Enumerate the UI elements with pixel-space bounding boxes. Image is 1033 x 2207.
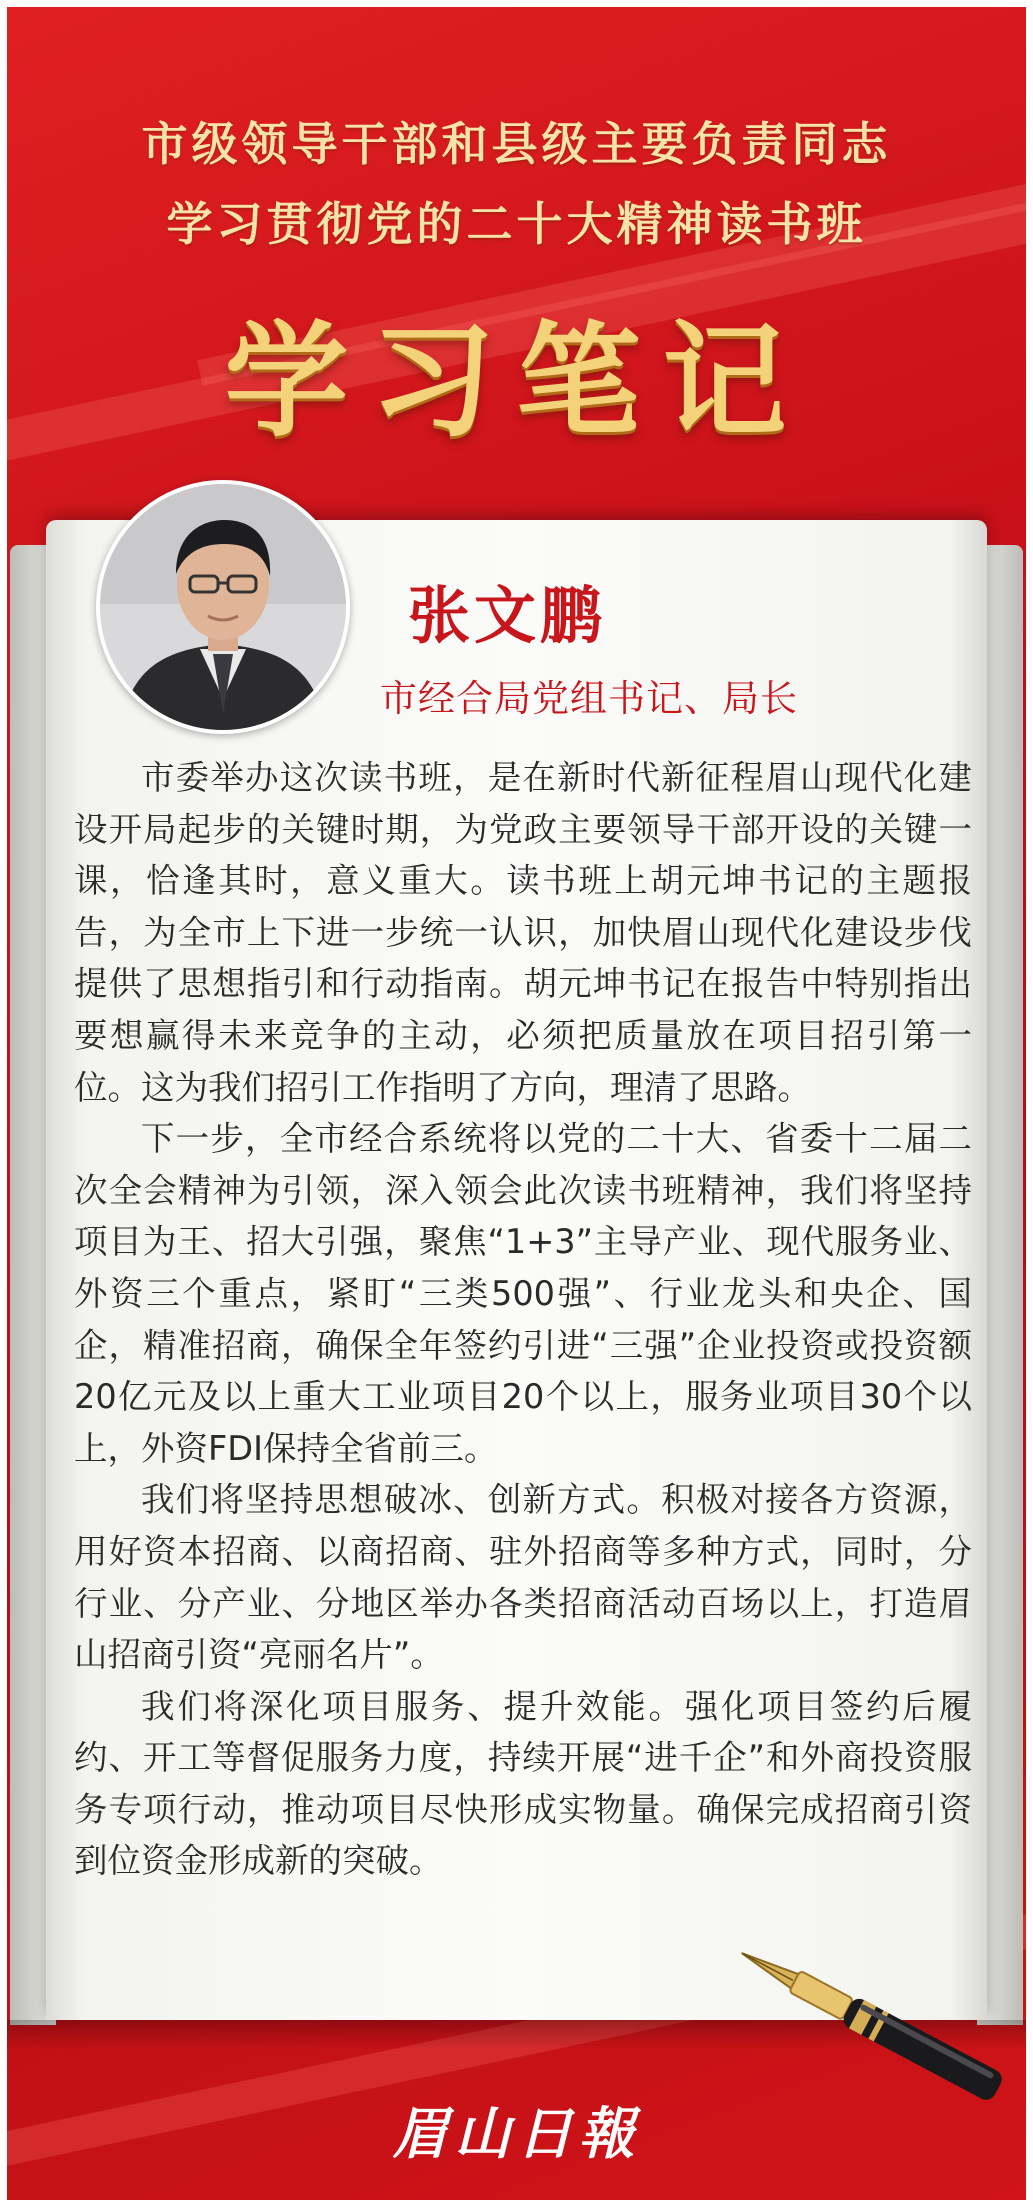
article-paragraph: 市委举办这次读书班，是在新时代新征程眉山现代化建设开局起步的关键时期，为党政主要领导干部开设的关键一课，恰逢其时，意义重大。读书班上胡元坤书记的主题报告，为全市上下进一步统一认识，加快眉山现代化建设步伐提供了思想指引和行动指南。胡元坤书记在报告中特别指出要想赢得未来竞争的主动，必须把质量放在项目招引第一位。这为我们招引工作指明了方向，理清了思路。	[74, 758, 972, 1107]
page-title: 学习笔记	[224, 309, 809, 454]
author-portrait-image	[100, 484, 346, 730]
author-name: 张文鹏	[408, 579, 607, 652]
author-avatar	[96, 480, 350, 734]
header-line-2: 学习贯彻党的二十大精神读书班	[166, 197, 867, 251]
article-paragraph: 我们将坚持思想破冰、创新方式。积极对接各方资源，用好资本招商、以商招商、驻外招商等多种方式，同时，分行业、分产业、分地区举办各类招商活动百场以上，打造眉山招商引资“亮丽名片”。	[74, 1480, 972, 1675]
author-title: 市经合局党组书记、局长	[380, 677, 798, 720]
newspaper-logo: 眉山日報	[392, 2101, 641, 2167]
header-line-1: 市级领导干部和县级主要负责同志	[141, 117, 892, 171]
article-paragraph: 我们将深化项目服务、提升效能。强化项目签约后履约、开工等督促服务力度，持续开展“进千企”和外商投资服务专项行动，推动项目尽快形成实物量。确保完成招商引资到位资金形成新的突破。	[74, 1686, 972, 1881]
article-body	[74, 752, 972, 1887]
article-paragraph: 下一步，全市经合系统将以党的二十大、省委十二届二次全会精神为引领，深入领会此次读书班精神，我们将坚持项目为王、招大引强，聚焦“1+3”主导产业、现代服务业、外资三个重点，紧盯“三类500强”、行业龙头和央企、国企，精准招商，确保全年签约引进“三强”企业投资或投资额20亿元及以上重大工业项目20个以上，服务业项目30个以上，外资FDI保持全省前三。	[74, 1119, 972, 1468]
